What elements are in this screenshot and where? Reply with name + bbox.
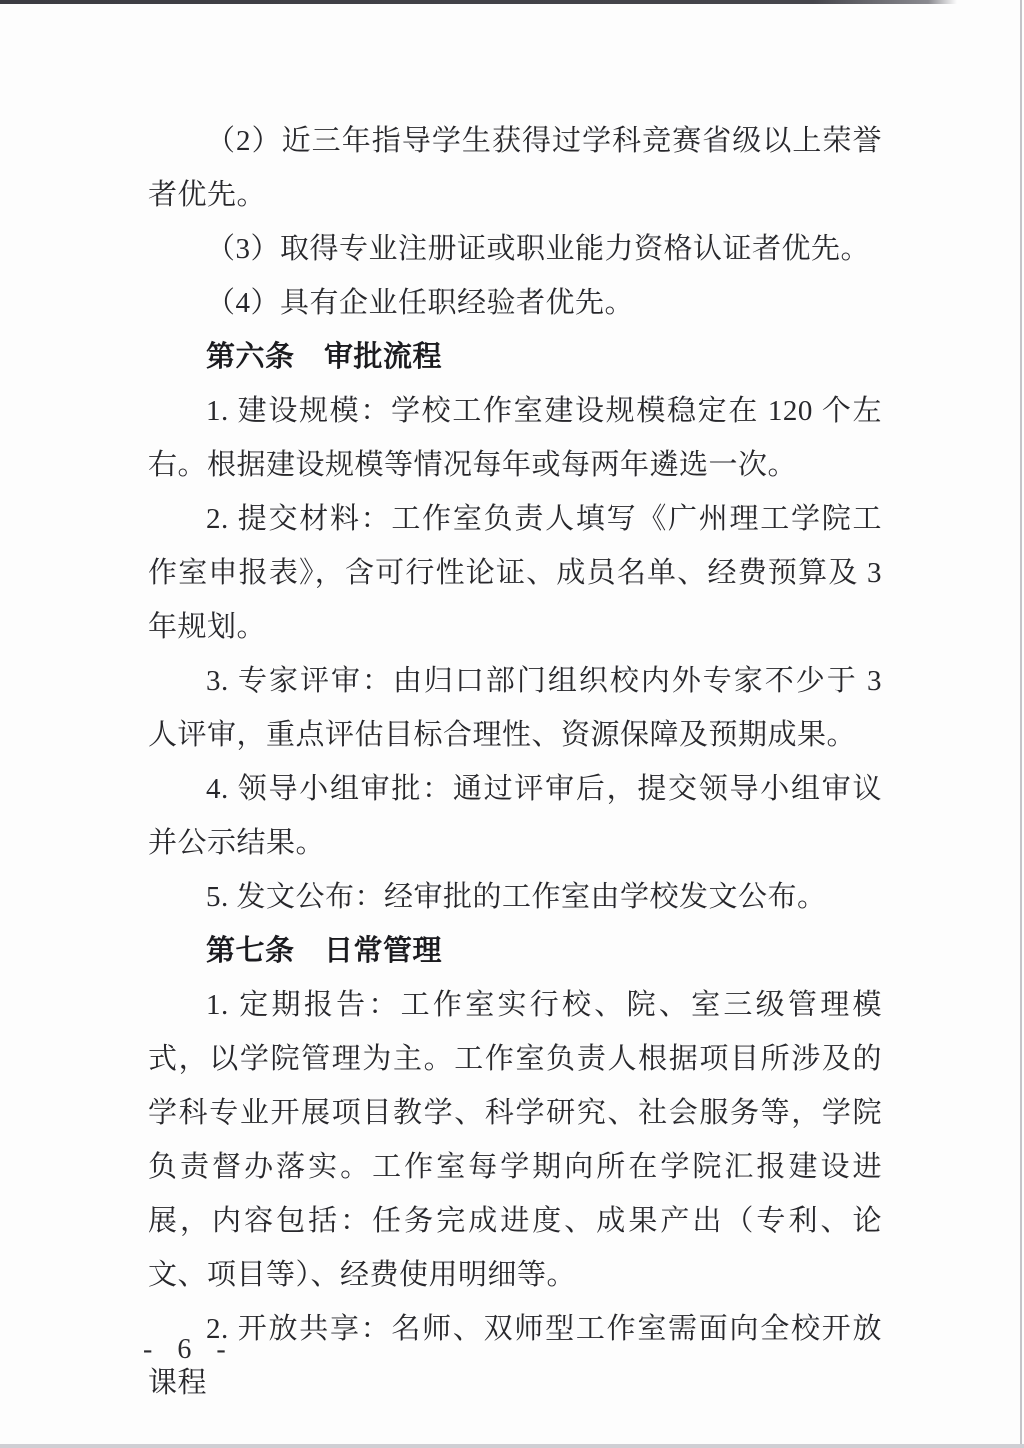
paragraph-priority-clause-2: （2）近三年指导学生获得过学科竞赛省级以上荣誉者优先。 <box>148 125 882 211</box>
heading-article-6-approval: 第六条 审批流程 <box>206 341 443 373</box>
scan-edge-top-line <box>0 0 957 4</box>
paragraph-submit-materials: 2. 提交材料：工作室负责人填写《广州理工学院工作室申报表》，含可行性论证、成员名单、经费预算及 3 年规划。 <box>148 503 882 643</box>
paragraph-expert-review: 3. 专家评审：由归口部门组织校内外专家不少于 3 人评审，重点评估目标合理性、资源保障及预期成果。 <box>148 665 882 751</box>
paragraph-priority-clause-3: （3）取得专业注册证或职业能力资格认证者优先。 <box>206 233 871 265</box>
paragraph-announcement: 5. 发文公布：经审批的工作室由学校发文公布。 <box>206 881 827 913</box>
document-body <box>148 114 882 1410</box>
paragraph-regular-report: 1. 定期报告：工作室实行校、院、室三级管理模式，以学院管理为主。工作室负责人根据项目所涉及的学科专业开展项目教学、科学研究、社会服务等，学院负责督办落实。工作室每学期向所在学院汇报建设进展，内容包括：任务完成进度、成果产出（专利、论文、项目等）、经费使用明细等。 <box>148 989 882 1291</box>
heading-article-7-management: 第七条 日常管理 <box>206 935 443 967</box>
page-number: - 6 - <box>143 1334 235 1365</box>
paragraph-leader-approval: 4. 领导小组审批：通过评审后，提交领导小组审议并公示结果。 <box>148 773 882 859</box>
scan-edge-bottom-line <box>0 1444 1024 1448</box>
scan-edge-right-line <box>1020 0 1022 1448</box>
paragraph-priority-clause-4: （4）具有企业任职经验者优先。 <box>206 287 635 319</box>
paragraph-open-sharing: 2. 开放共享：名师、双师型工作室需面向全校开放课程 <box>148 1313 882 1399</box>
paragraph-construction-scale: 1. 建设规模：学校工作室建设规模稳定在 120 个左右。根据建设规模等情况每年或每两年遴选一次。 <box>148 395 882 481</box>
